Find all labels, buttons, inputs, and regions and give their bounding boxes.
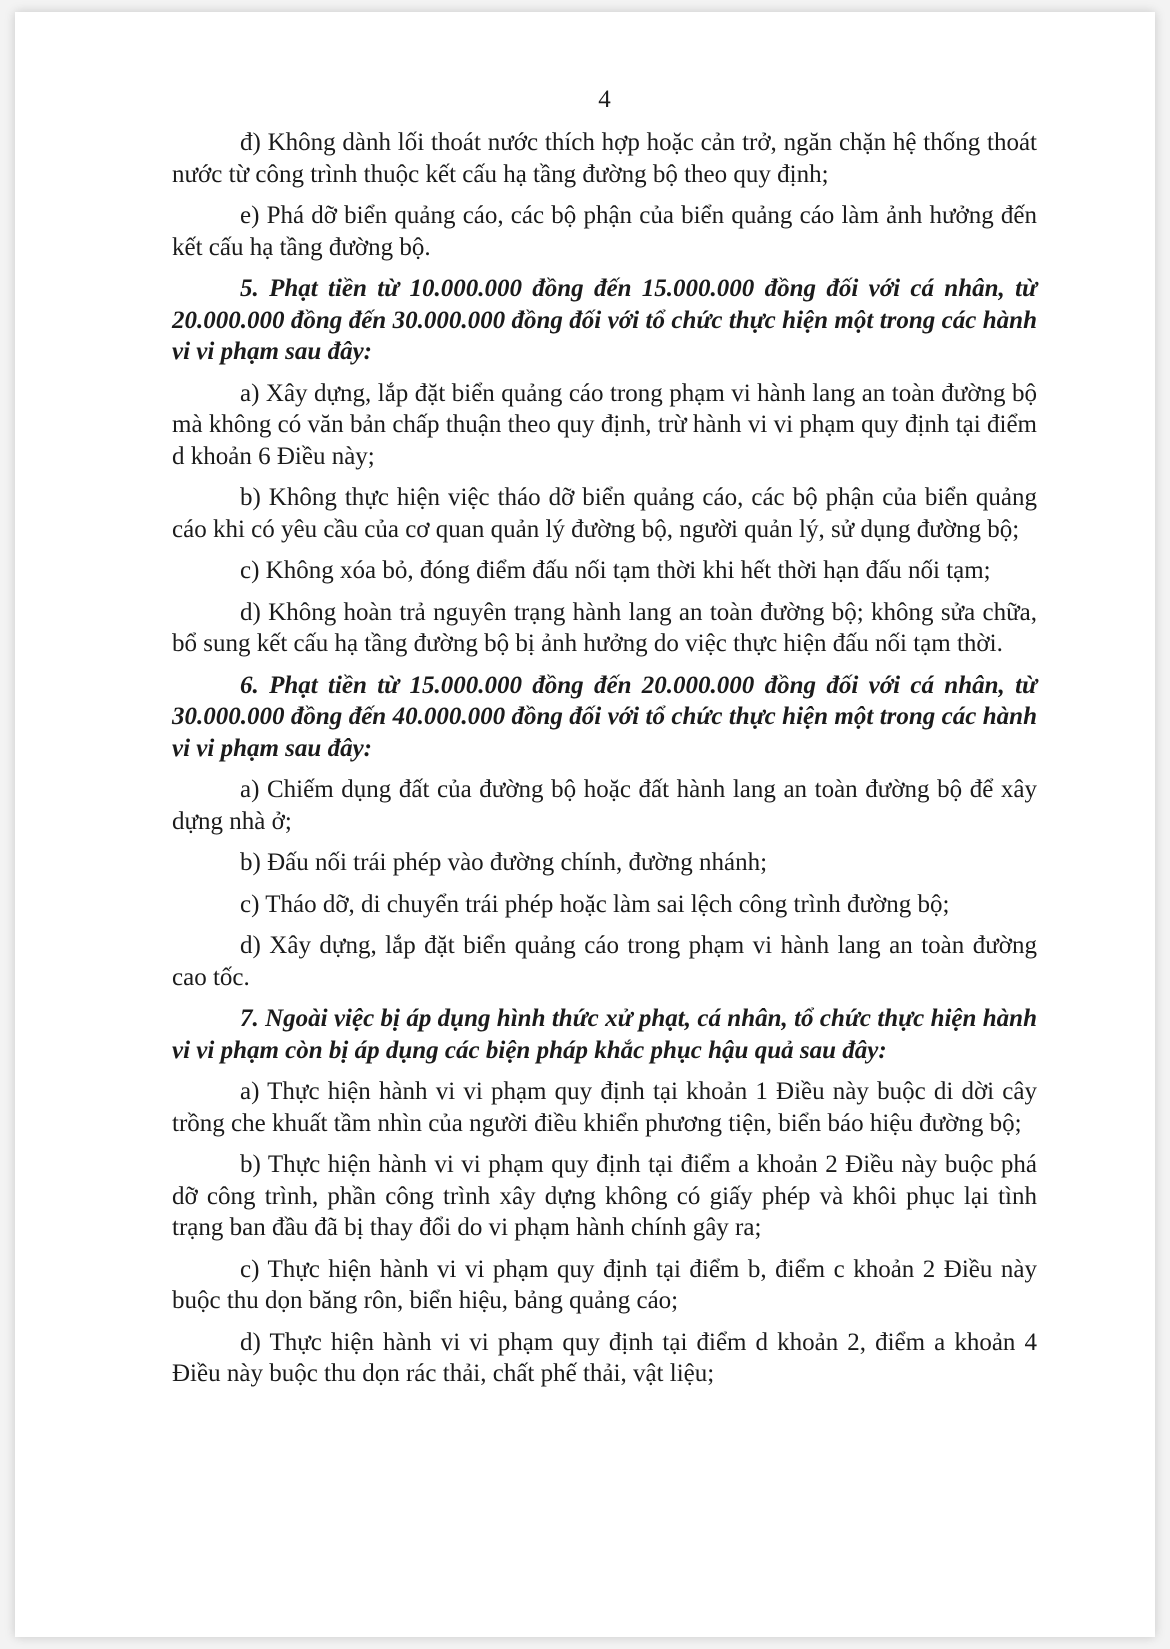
clause-6-item-a: a) Chiếm dụng đất của đường bộ hoặc đất hành lang an toàn đường bộ để xây dựng nhà ở; (172, 776, 1037, 835)
clause-7-heading: 7. Ngoài việc bị áp dụng hình thức xử phạt, cá nhân, tổ chức thực hiện hành vi vi phạm còn bị áp dụng các biện pháp khắc phục hậu quả sau đây: (172, 1005, 1037, 1064)
clause-5-item-d: d) Không hoàn trả nguyên trạng hành lang an toàn đường bộ; không sửa chữa, bổ sung kết cấu hạ tầng đường bộ bị ảnh hưởng do việc thực hiện đấu nối tạm thời. (172, 598, 1037, 657)
clause-5-heading: 5. Phạt tiền từ 10.000.000 đồng đến 15.000.000 đồng đối với cá nhân, từ 20.000.000 đồng đến 30.000.000 đồng đối với tổ chức thực hiện một trong các hành vi vi phạm sau đây: (172, 275, 1037, 365)
clause-7-item-d: d) Thực hiện hành vi vi phạm quy định tại điểm d khoản 2, điểm a khoản 4 Điều này buộc thu dọn rác thải, chất phế thải, vật liệu; (172, 1328, 1037, 1387)
clause-7-item-a: a) Thực hiện hành vi vi phạm quy định tại khoản 1 Điều này buộc di dời cây trồng che khuất tầm nhìn của người điều khiển phương tiện, biển báo hiệu đường bộ; (172, 1078, 1037, 1137)
clause-6-heading: 6. Phạt tiền từ 15.000.000 đồng đến 20.000.000 đồng đối với cá nhân, từ 30.000.000 đồng đến 40.000.000 đồng đối với tổ chức thực hiện một trong các hành vi vi phạm sau đây: (172, 671, 1037, 762)
page-number: 4 (598, 86, 611, 113)
clause-5-item-a: a) Xây dựng, lắp đặt biển quảng cáo trong phạm vi hành lang an toàn đường bộ mà không có văn bản chấp thuận theo quy định, trừ hành vi vi phạm quy định tại điểm d khoản 6 Điều này; (172, 379, 1037, 470)
clause-6-item-c: c) Tháo dỡ, di chuyển trái phép hoặc làm sai lệch công trình đường bộ; (240, 890, 950, 918)
paragraph-item-dd: đ) Không dành lối thoát nước thích hợp hoặc cản trở, ngăn chặn hệ thống thoát nước từ công trình thuộc kết cấu hạ tầng đường bộ theo quy định; (172, 129, 1037, 188)
clause-7-item-b: b) Thực hiện hành vi vi phạm quy định tại điểm a khoản 2 Điều này buộc phá dỡ công trình, phần công trình xây dựng không có giấy phép và khôi phục lại tình trạng ban đầu đã bị thay đổi do vi phạm hành chính gây ra; (172, 1151, 1037, 1241)
clause-6-item-b: b) Đấu nối trái phép vào đường chính, đường nhánh; (240, 849, 768, 876)
clause-6-item-d: d) Xây dựng, lắp đặt biển quảng cáo trong phạm vi hành lang an toàn đường cao tốc. (172, 932, 1037, 991)
clause-5-item-b: b) Không thực hiện việc tháo dỡ biển quảng cáo, các bộ phận của biển quảng cáo khi có yêu cầu của cơ quan quản lý đường bộ, người quản lý, sử dụng đường bộ; (172, 484, 1037, 543)
clause-7-item-c: c) Thực hiện hành vi vi phạm quy định tại điểm b, điểm c khoản 2 Điều này buộc thu dọn băng rôn, biển hiệu, bảng quảng cáo; (172, 1255, 1037, 1314)
paragraph-item-e: e) Phá dỡ biển quảng cáo, các bộ phận của biển quảng cáo làm ảnh hưởng đến kết cấu hạ tầng đường bộ. (172, 202, 1037, 261)
document-page (15, 12, 1155, 1637)
clause-5-item-c: c) Không xóa bỏ, đóng điểm đấu nối tạm thời khi hết thời hạn đấu nối tạm; (240, 557, 991, 584)
